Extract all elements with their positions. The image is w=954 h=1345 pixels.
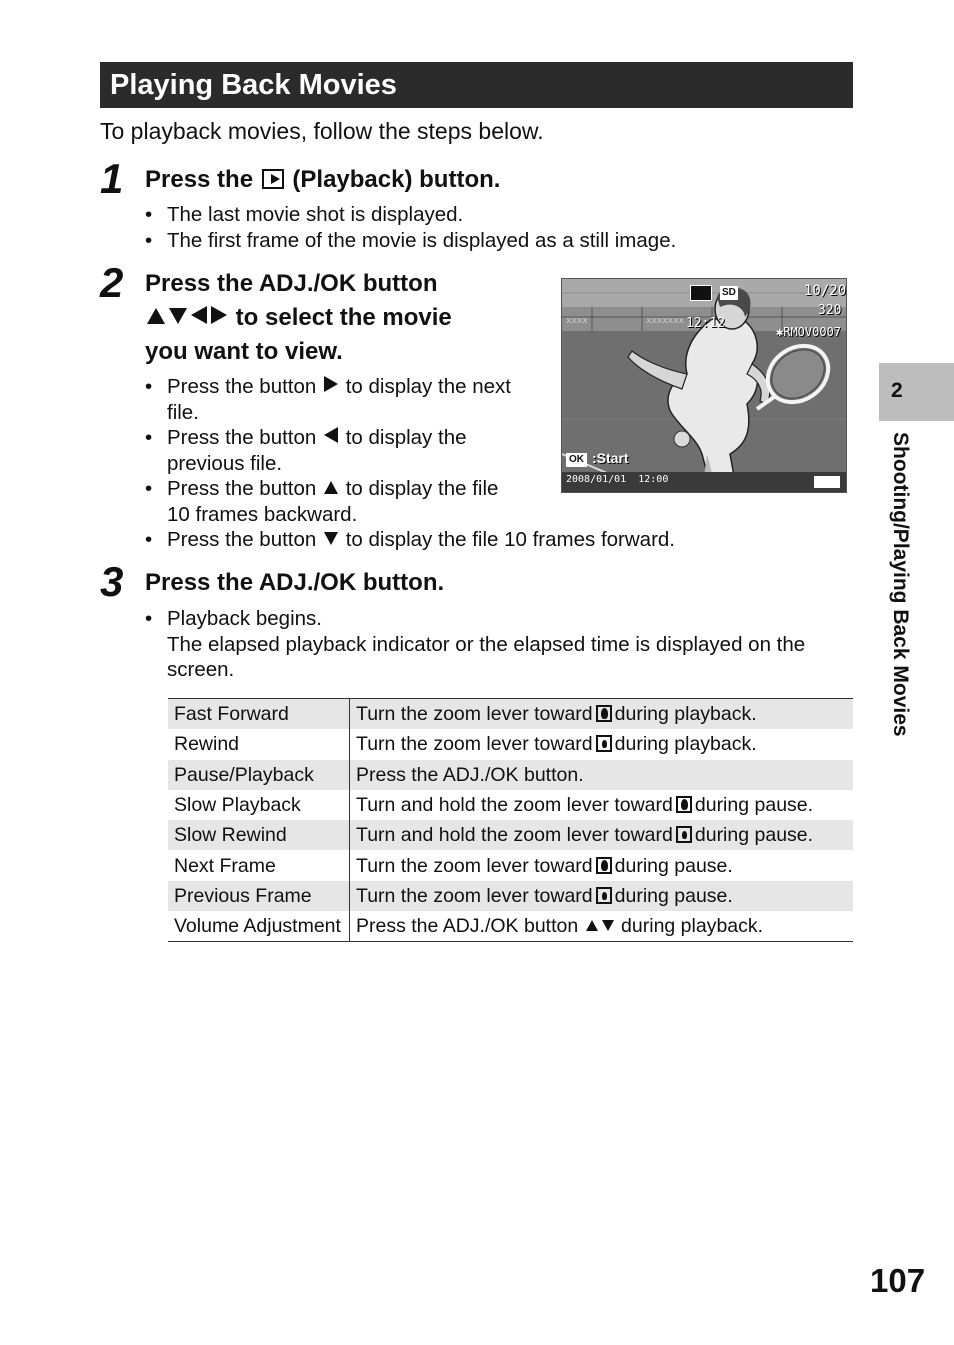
zoom-wide-icon: [676, 826, 692, 843]
table-row: [168, 850, 853, 880]
list-item: • Press the button to display the previous file.: [145, 425, 865, 476]
ok-button-badge: OK: [566, 453, 587, 467]
operation-name: Slow Playback: [168, 790, 350, 820]
list-item: • The last movie shot is displayed.: [145, 202, 845, 228]
operation-name: Previous Frame: [168, 881, 350, 911]
table-row: [168, 911, 853, 942]
operation-name: Next Frame: [168, 850, 350, 880]
list-item: • Press the button to display the next file.: [145, 374, 865, 425]
svg-text:xxxxxxx: xxxxxxx: [646, 316, 684, 326]
operation-description: Turn and hold the zoom lever toward during pause.: [350, 820, 854, 850]
operation-description: Press the ADJ./OK button.: [350, 760, 854, 790]
table-row: [168, 760, 853, 790]
sd-card-badge: SD: [722, 287, 736, 298]
left-arrow-icon: [324, 427, 338, 443]
operation-name: Rewind: [168, 729, 350, 759]
down-arrow-icon: [169, 308, 187, 324]
battery-icon: [814, 476, 840, 488]
zoom-telephoto-icon: [676, 796, 692, 813]
zoom-wide-icon: [596, 887, 612, 904]
section-title: Playing Back Movies: [100, 62, 853, 108]
table-row: [168, 790, 853, 820]
date-time: 2008/01/01 12:00: [566, 474, 669, 485]
file-name: ✱RMOV0007: [776, 325, 842, 339]
step-1-heading: Press the (Playback) button.: [145, 166, 501, 193]
operation-name: Fast Forward: [168, 699, 350, 730]
zoom-telephoto-icon: [596, 857, 612, 874]
up-arrow-icon: [324, 481, 338, 494]
table-row: [168, 729, 853, 759]
resolution-label: 320: [818, 303, 842, 318]
intro-text: To playback movies, follow the steps below.: [100, 118, 544, 144]
step-3-heading: Press the ADJ./OK button.: [145, 569, 445, 596]
camera-screen-image: [561, 278, 847, 493]
operation-name: Slow Rewind: [168, 820, 350, 850]
table-row: [168, 820, 853, 850]
playback-button-icon: [262, 169, 284, 189]
step-2-number: 2: [100, 259, 124, 306]
operation-description: Turn and hold the zoom lever toward during pause.: [356, 794, 814, 817]
down-arrow-icon: [602, 920, 614, 931]
down-arrow-icon: [324, 532, 338, 545]
operation-description: Turn the zoom lever toward during pause.: [350, 881, 854, 911]
list-item: • Playback begins. The elapsed playback indicator or the elapsed time is displayed on the screen.: [145, 606, 865, 683]
step-3-bullets: [145, 606, 865, 683]
list-item: • Press the button to display the file 10 frames forward.: [145, 527, 865, 553]
right-arrow-icon: [324, 376, 338, 392]
step-2-heading: Press the ADJ./OK button to select the movie you want to view.: [145, 270, 452, 365]
step-3-number: 3: [100, 558, 124, 605]
chapter-tab: 2: [879, 363, 954, 421]
operation-description: Press the ADJ./OK button during playback.: [356, 915, 764, 938]
start-label: :Start: [592, 450, 629, 466]
svg-text:xxxx: xxxx: [566, 316, 588, 326]
movie-duration: 12:12: [686, 316, 726, 331]
right-arrow-icon: [211, 306, 227, 324]
up-arrow-icon: [147, 308, 165, 324]
table-row: [168, 881, 853, 911]
movie-mode-icon: [690, 285, 712, 301]
frame-counter: 10/20: [804, 283, 847, 299]
zoom-telephoto-icon: [596, 705, 612, 722]
left-arrow-icon: [191, 306, 207, 324]
page-number: 107: [870, 1262, 926, 1299]
step-1-number: 1: [100, 155, 124, 202]
table-row: [168, 699, 853, 730]
step-1-bullets: [145, 202, 845, 253]
operation-description: Turn the zoom lever toward during playback.: [350, 699, 854, 730]
list-item: • Press the button to display the file 10 frames backward.: [145, 476, 865, 527]
list-item: • The first frame of the movie is displayed as a still image.: [145, 228, 845, 254]
chapter-title: Shooting/Playing Back Movies: [889, 432, 912, 737]
operation-name: Volume Adjustment: [168, 911, 350, 942]
up-arrow-icon: [586, 920, 598, 931]
playback-operations-table: [168, 698, 853, 942]
operation-name: Pause/Playback: [168, 760, 350, 790]
zoom-wide-icon: [596, 735, 612, 752]
operation-description: Turn the zoom lever toward during pause.: [356, 854, 733, 877]
operation-description: Turn the zoom lever toward during playback.: [356, 733, 757, 756]
